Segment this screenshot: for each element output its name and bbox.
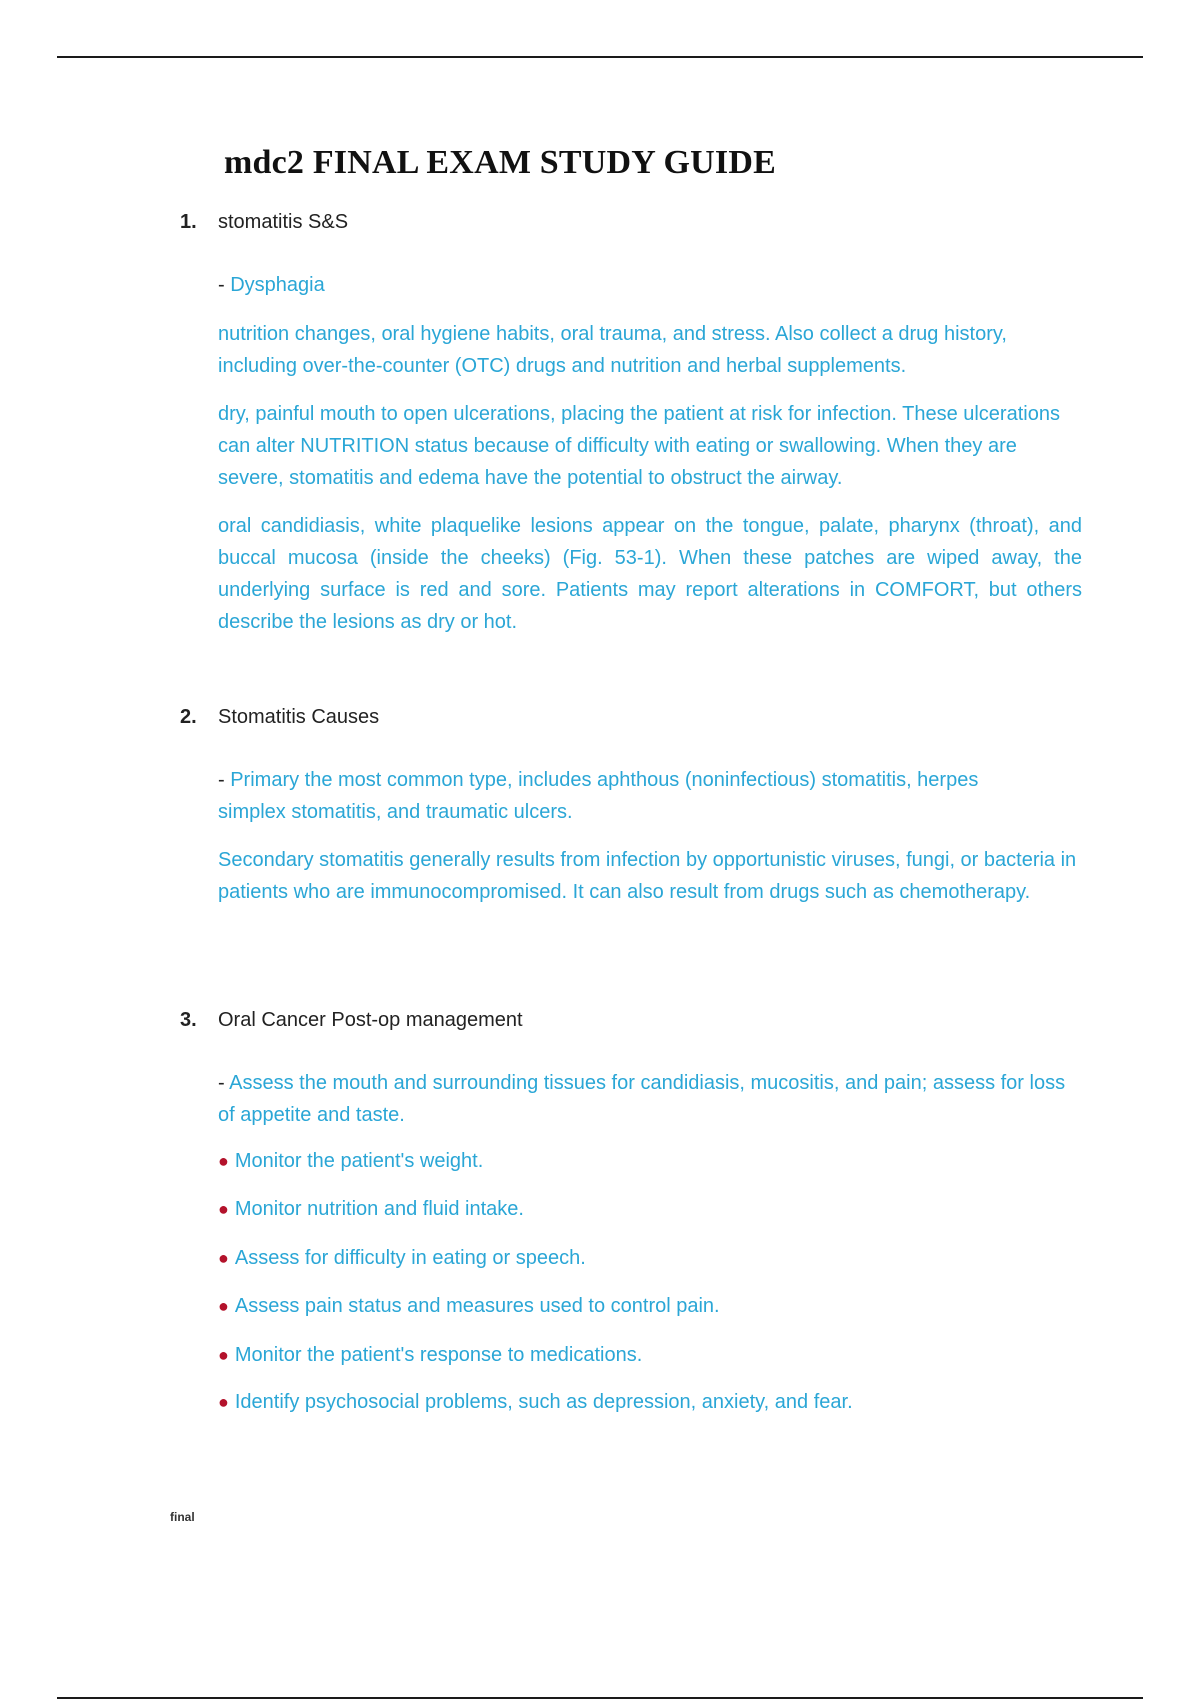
page-title: mdc2 FINAL EXAM STUDY GUIDE [224, 144, 776, 181]
question-number: 2. [180, 706, 197, 728]
question-2 [180, 706, 379, 729]
list-item: ● Assess pain status and measures used to control pain. [218, 1295, 720, 1317]
list-item: ● Monitor nutrition and fluid intake. [218, 1198, 524, 1220]
question-heading: stomatitis S&S [218, 211, 349, 233]
bullet-dot-icon: ● [218, 1345, 229, 1365]
question-3 [180, 1009, 523, 1032]
answer-text: Dysphagia [230, 274, 325, 296]
question-number: 3. [180, 1009, 197, 1031]
bottom-rule [57, 1697, 1143, 1699]
bullet-dot-icon: ● [218, 1151, 229, 1171]
answer-paragraph: nutrition changes, oral hygiene habits, oral trauma, and stress. Also collect a drug history, including over-the-counter (OTC) drugs and nutrition and herbal supplements. [218, 323, 1007, 377]
bullet-dot-icon: ● [218, 1199, 229, 1219]
answer-dash-line: - Dysphagia [218, 274, 325, 296]
answer-text: Assess the mouth and surrounding tissues for candidiasis, mucositis, and pain; assess for loss of appetite and taste. [218, 1072, 1066, 1126]
question-1 [180, 211, 348, 234]
answer-paragraph: dry, painful mouth to open ulcerations, placing the patient at risk for infection. These ulcerations can alter NUTRITION status because of difficulty with eating or swallowing. When they are severe, stomatitis and edema have the potential to obstruct the airway. [218, 403, 1060, 489]
list-item: ● Assess for difficulty in eating or speech. [218, 1247, 586, 1269]
list-item: ● Monitor the patient's response to medications. [218, 1344, 643, 1366]
list-item: ● Monitor the patient's weight. [218, 1150, 484, 1172]
answer-paragraph: oral candidiasis, white plaquelike lesions appear on the tongue, palate, pharynx (throat), and buccal mucosa (inside the cheeks) (Fig. 53-1). When these patches are wiped away, the underlying surface is red and sore. Patients may report alterations in COMFORT, but others describe the lesions as dry or hot. [218, 515, 1082, 633]
question-heading: Oral Cancer Post-op management [218, 1009, 523, 1031]
footer-note: final [170, 1510, 195, 1524]
bullet-dot-icon: ● [218, 1296, 229, 1316]
answer-paragraph: Secondary stomatitis generally results from infection by opportunistic viruses, fungi, or bacteria in patients who are immunocompromised. It can also result from drugs such as chemotherapy. [218, 849, 1077, 903]
bullet-dot-icon: ● [218, 1392, 229, 1412]
bullet-dot-icon: ● [218, 1248, 229, 1268]
answer-dash-line: - Primary the most common type, includes aphthous (noninfectious) stomatitis, herpes simplex stomatitis, and traumatic ulcers. [218, 769, 979, 823]
list-item: ● Identify psychosocial problems, such as depression, anxiety, and fear. [218, 1391, 853, 1413]
question-number: 1. [180, 211, 197, 233]
question-heading: Stomatitis Causes [218, 706, 380, 728]
top-rule [57, 56, 1143, 58]
answer-dash-line: - Assess the mouth and surrounding tissues for candidiasis, mucositis, and pain; assess for loss of appetite and taste. [218, 1072, 1066, 1126]
answer-text: Primary the most common type, includes aphthous (noninfectious) stomatitis, herpes simplex stomatitis, and traumatic ulcers. [218, 769, 979, 823]
